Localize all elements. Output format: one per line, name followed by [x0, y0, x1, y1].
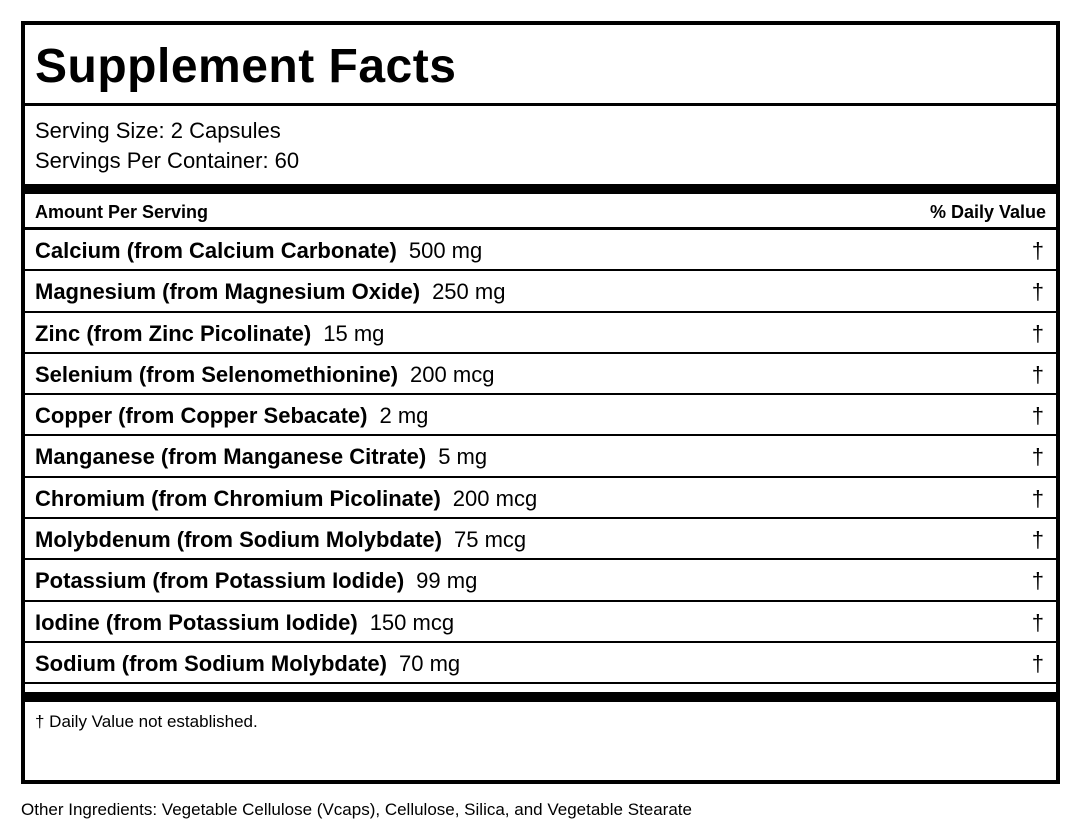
supplement-facts-panel [21, 21, 1060, 784]
other-ingredients: Other Ingredients: Vegetable Cellulose (Vcaps), Cellulose, Silica, and Vegetable Stearate [21, 800, 692, 819]
thick-divider [25, 184, 1056, 194]
nutrient-daily-value: † [1031, 320, 1044, 346]
nutrient-name: Selenium (from Selenomethionine) [35, 361, 399, 387]
nutrient-amount: 200 mcg [452, 485, 538, 511]
nutrient-amount: 75 mcg [454, 527, 527, 553]
nutrient-row [25, 313, 1056, 354]
amount-per-serving-header: Amount Per Serving [35, 202, 209, 222]
nutrient-name: Iodine (from Potassium Iodide) [35, 609, 358, 635]
nutrient-daily-value: † [1031, 361, 1044, 387]
nutrient-name: Molybdenum (from Sodium Molybdate) [35, 527, 442, 553]
nutrient-name-amount [35, 321, 384, 347]
nutrient-row [25, 643, 1056, 684]
nutrient-daily-value: † [1031, 609, 1044, 635]
spacer [25, 684, 1056, 692]
nutrient-daily-value: † [1031, 444, 1044, 470]
nutrient-daily-value: † [1031, 650, 1044, 676]
nutrient-amount: 99 mg [416, 568, 478, 594]
nutrient-name-amount [35, 403, 428, 429]
nutrient-name-amount [35, 651, 460, 677]
nutrient-daily-value: † [1031, 527, 1044, 553]
nutrient-name-amount [35, 610, 454, 636]
daily-value-header: % Daily Value [929, 202, 1046, 222]
nutrient-amount: 150 mcg [369, 609, 455, 635]
nutrient-daily-value: † [1031, 403, 1044, 429]
nutrient-name: Magnesium (from Magnesium Oxide) [35, 279, 421, 305]
nutrient-amount: 70 mg [399, 650, 461, 676]
nutrient-row [25, 354, 1056, 395]
footnote [25, 702, 1056, 772]
nutrient-daily-value: † [1031, 279, 1044, 305]
nutrient-name-amount [35, 568, 477, 594]
nutrient-list [25, 230, 1056, 684]
nutrient-daily-value: † [1031, 238, 1044, 263]
nutrient-amount: 250 mg [432, 279, 506, 305]
thick-divider-bottom [25, 692, 1056, 702]
nutrient-amount: 5 mg [438, 444, 488, 470]
serving-size: Serving Size: 2 Capsules [35, 118, 281, 143]
nutrient-name: Zinc (from Zinc Picolinate) [35, 320, 312, 346]
nutrient-name: Copper (from Copper Sebacate) [35, 403, 368, 429]
nutrient-row [25, 602, 1056, 643]
nutrient-name: Manganese (from Manganese Citrate) [35, 444, 427, 470]
nutrient-name: Chromium (from Chromium Picolinate) [35, 485, 441, 511]
footnote-text: † Daily Value not established. [35, 712, 258, 732]
nutrient-name-amount [35, 486, 537, 512]
nutrient-amount: 15 mg [323, 320, 385, 346]
nutrient-row [25, 436, 1056, 477]
column-header-row [25, 194, 1056, 230]
nutrient-name-amount [35, 238, 482, 264]
nutrient-amount: 2 mg [379, 403, 429, 429]
nutrient-row [25, 271, 1056, 312]
nutrient-amount: 500 mg [408, 238, 483, 263]
nutrient-name-amount [35, 527, 526, 553]
nutrient-name-amount [35, 362, 494, 388]
nutrient-name-amount [35, 444, 487, 470]
serving-info [25, 106, 1056, 184]
nutrient-amount: 200 mcg [410, 361, 495, 387]
nutrient-row [25, 560, 1056, 601]
nutrient-name: Potassium (from Potassium Iodide) [35, 568, 405, 594]
nutrient-row [25, 230, 1056, 271]
nutrient-name-amount [35, 279, 505, 305]
nutrient-name: Calcium (from Calcium Carbonate) [35, 238, 397, 263]
panel-title: Supplement Facts [35, 40, 457, 93]
title-section [25, 25, 1056, 106]
nutrient-name: Sodium (from Sodium Molybdate) [35, 650, 387, 676]
servings-per-container: Servings Per Container: 60 [35, 148, 300, 173]
nutrient-daily-value: † [1031, 568, 1044, 594]
nutrient-row [25, 519, 1056, 560]
nutrient-row [25, 395, 1056, 436]
nutrient-daily-value: † [1031, 485, 1044, 511]
nutrient-row [25, 478, 1056, 519]
